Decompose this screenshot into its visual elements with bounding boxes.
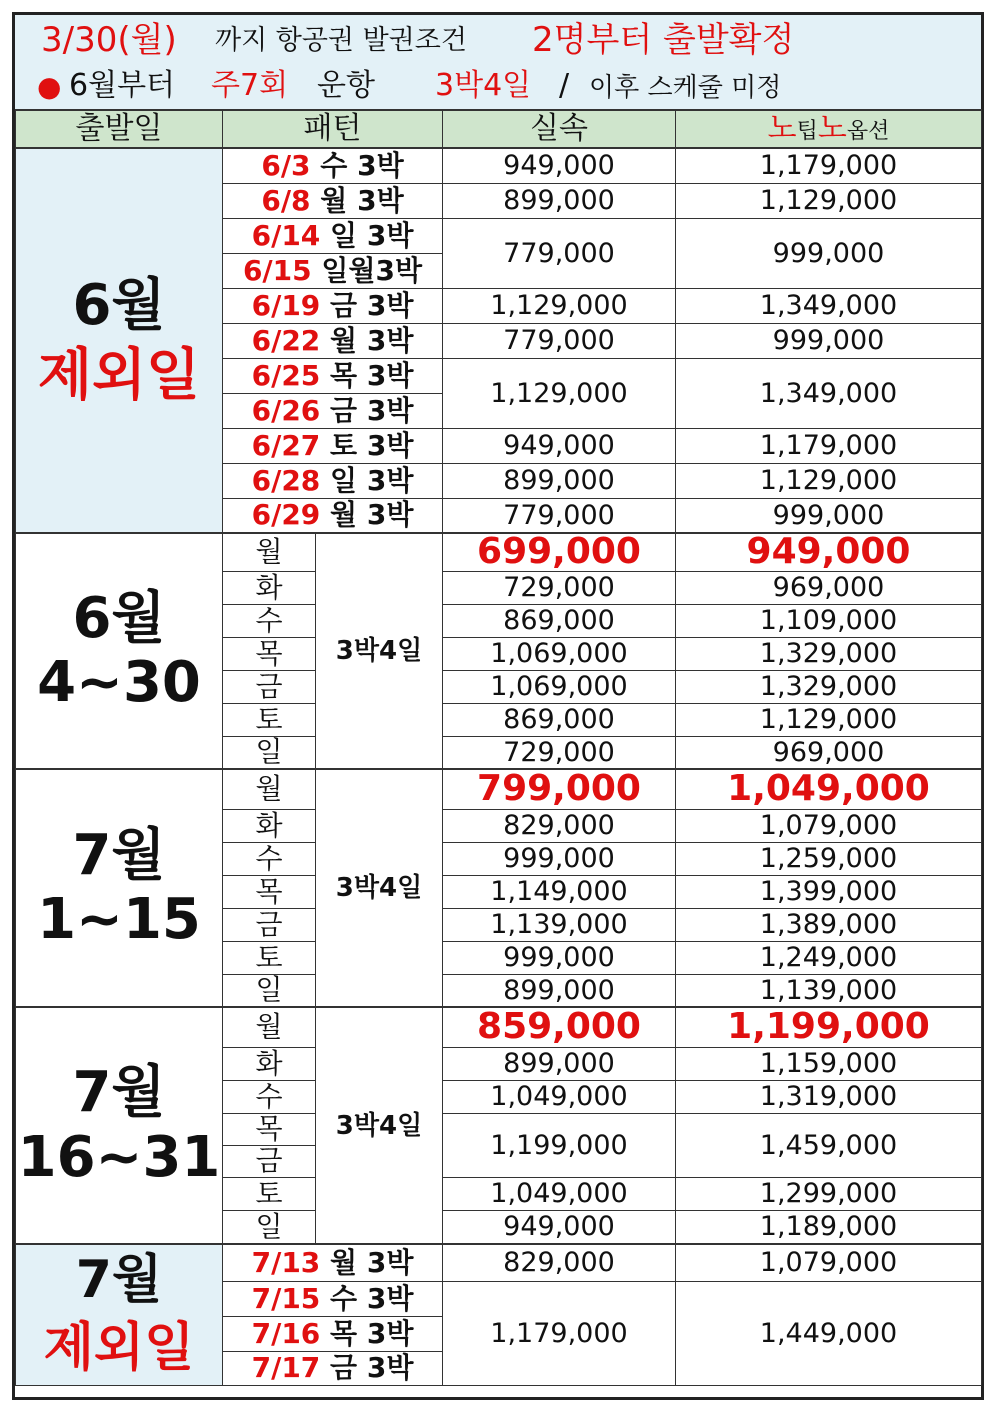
section-label-june-4-30 — [16, 533, 223, 769]
price-table — [15, 109, 982, 1386]
premium-price: 1,179,000 — [676, 148, 982, 183]
premium-price: 1,179,000 — [676, 428, 982, 463]
section-label-july-excluded — [16, 1244, 223, 1385]
deadline-date: 3/30(월) — [41, 20, 177, 60]
premium-price: 1,109,000 — [676, 604, 982, 637]
weekday-cell: 월 — [223, 1007, 316, 1047]
pattern-nights: 3박 — [366, 1281, 414, 1315]
net-price: 999,000 — [443, 941, 676, 974]
pattern-date: 6/8 — [261, 183, 311, 217]
weekday-cell: 목 — [223, 1113, 316, 1145]
premium-price: 1,329,000 — [676, 637, 982, 670]
pattern-day: 금 — [330, 393, 358, 427]
section-label-sub: 16~31 — [17, 1124, 221, 1190]
section-label-month: 7월 — [72, 822, 166, 888]
pattern-nights: 3박 — [366, 1316, 414, 1350]
premium-price: 1,389,000 — [676, 908, 982, 941]
pattern-date: 7/13 — [251, 1245, 321, 1279]
pattern-nights: 3박 — [366, 463, 414, 497]
pattern-date: 6/26 — [251, 393, 321, 427]
pattern-cell — [223, 148, 443, 183]
weekday-cell: 금 — [223, 1145, 316, 1177]
col-premium-no: 노 — [817, 111, 847, 146]
net-price: 869,000 — [443, 604, 676, 637]
pattern-nights: 3박 — [366, 498, 414, 532]
premium-price: 1,079,000 — [676, 1244, 982, 1281]
col-premium-option: 옵션 — [846, 119, 890, 144]
premium-price-lowest: 949,000 — [676, 533, 982, 571]
net-price: 1,199,000 — [443, 1113, 676, 1177]
net-price: 1,069,000 — [443, 637, 676, 670]
premium-price: 1,399,000 — [676, 875, 982, 908]
pattern-cell — [223, 393, 443, 428]
net-price: 779,000 — [443, 498, 676, 533]
line2-nights: 3박4일 — [435, 68, 532, 103]
net-price: 1,069,000 — [443, 670, 676, 703]
net-price: 1,179,000 — [443, 1281, 676, 1385]
net-price: 899,000 — [443, 183, 676, 218]
section-label-july-16-31 — [16, 1007, 223, 1244]
pattern-date: 6/29 — [251, 498, 321, 532]
weekday-cell: 목 — [223, 875, 316, 908]
premium-price: 969,000 — [676, 736, 982, 769]
premium-price: 1,159,000 — [676, 1047, 982, 1080]
line2-operation: 운항 — [317, 68, 375, 103]
premium-price-lowest: 1,049,000 — [676, 769, 982, 809]
pattern-cell — [223, 1244, 443, 1281]
section-label-sub: 제외일 — [43, 1317, 195, 1378]
net-price-lowest: 699,000 — [443, 533, 676, 571]
col-pattern: 패턴 — [223, 110, 443, 148]
net-price: 1,049,000 — [443, 1177, 676, 1210]
pattern-nights: 3박 — [357, 183, 404, 217]
net-price: 1,129,000 — [443, 358, 676, 428]
premium-price: 1,129,000 — [676, 183, 982, 218]
pattern-day: 월 — [330, 1245, 358, 1279]
premium-price: 1,299,000 — [676, 1177, 982, 1210]
section-label-july-1-15 — [16, 769, 223, 1007]
pattern-nights: 3박 — [366, 1245, 414, 1279]
pattern-date: 6/19 — [251, 288, 321, 322]
pattern-day: 금 — [330, 288, 358, 322]
pattern-date: 6/22 — [251, 323, 321, 357]
line2-schedule-tbd: 이후 스케줄 미정 — [589, 73, 782, 103]
premium-price: 1,349,000 — [676, 288, 982, 323]
pattern-nights: 3박 — [366, 358, 414, 392]
net-price: 949,000 — [443, 428, 676, 463]
pattern-day: 목 — [330, 1316, 358, 1350]
weekday-cell: 화 — [223, 809, 316, 842]
premium-price: 1,449,000 — [676, 1281, 982, 1385]
line2-weekly: 주7회 — [211, 68, 289, 103]
premium-price: 1,139,000 — [676, 974, 982, 1007]
premium-price: 1,259,000 — [676, 842, 982, 875]
pattern-cell — [223, 463, 443, 498]
pattern-date: 6/3 — [261, 148, 311, 182]
section-label-sub: 1~15 — [37, 887, 201, 952]
weekday-cell: 금 — [223, 908, 316, 941]
bullet-icon: ● — [37, 70, 62, 103]
section-label-month: 6월 — [72, 272, 166, 338]
section-label-sub: 제외일 — [37, 342, 201, 408]
net-price: 949,000 — [443, 1210, 676, 1244]
pattern-day: 월 — [330, 323, 358, 357]
net-price: 869,000 — [443, 703, 676, 736]
pattern-day: 수 — [330, 1281, 358, 1315]
pattern-day: 일 — [330, 463, 358, 497]
col-net: 실속 — [443, 110, 676, 148]
premium-price: 1,189,000 — [676, 1210, 982, 1244]
weekday-cell: 일 — [223, 1210, 316, 1244]
net-price: 829,000 — [443, 1244, 676, 1281]
section-label-june-excluded — [16, 148, 223, 533]
weekday-cell: 일 — [223, 974, 316, 1007]
pattern-date: 7/15 — [251, 1281, 321, 1315]
pattern-day: 월 — [320, 183, 348, 217]
col-departure: 출발일 — [16, 110, 223, 148]
line2-from-june: 6월부터 — [69, 68, 176, 103]
premium-price: 1,249,000 — [676, 941, 982, 974]
pattern-nights-days: 3박4일 — [316, 1007, 443, 1244]
table-row — [16, 769, 982, 809]
schedule-banner — [15, 65, 981, 109]
net-price: 779,000 — [443, 218, 676, 288]
line2-slash: / — [559, 68, 570, 103]
weekday-cell: 월 — [223, 533, 316, 571]
section-label-month: 7월 — [75, 1250, 163, 1311]
pattern-cell — [223, 428, 443, 463]
net-price: 1,049,000 — [443, 1080, 676, 1113]
column-header-row — [16, 110, 982, 148]
departure-confirm: 2명부터 출발확정 — [532, 20, 795, 60]
premium-price: 999,000 — [676, 323, 982, 358]
pattern-day: 수 — [320, 148, 348, 182]
net-price: 899,000 — [443, 1047, 676, 1080]
pattern-date: 6/14 — [251, 218, 321, 252]
pattern-nights: 3박 — [357, 148, 404, 182]
weekday-cell: 토 — [223, 1177, 316, 1210]
pattern-nights-days: 3박4일 — [316, 533, 443, 769]
net-price: 999,000 — [443, 842, 676, 875]
pattern-nights: 3박 — [366, 428, 414, 462]
premium-price: 999,000 — [676, 218, 982, 288]
col-premium-tip: 팁 — [796, 119, 818, 144]
pattern-day: 금 — [330, 1351, 358, 1384]
weekday-cell: 수 — [223, 604, 316, 637]
pattern-day: 일 — [330, 218, 358, 252]
weekday-cell: 금 — [223, 670, 316, 703]
pattern-date: 7/17 — [251, 1351, 321, 1384]
net-price: 729,000 — [443, 571, 676, 604]
pattern-cell — [223, 218, 443, 253]
weekday-cell: 수 — [223, 842, 316, 875]
net-price: 779,000 — [443, 323, 676, 358]
section-label-month: 6월 — [72, 585, 166, 651]
pattern-cell — [223, 1281, 443, 1316]
weekday-cell: 화 — [223, 571, 316, 604]
premium-price: 1,349,000 — [676, 358, 982, 428]
pattern-cell — [223, 253, 443, 288]
pattern-nights: 3박 — [366, 218, 414, 252]
title-banner — [15, 15, 981, 65]
net-price-lowest: 799,000 — [443, 769, 676, 809]
pattern-cell — [223, 288, 443, 323]
col-premium-no: 노 — [767, 111, 797, 146]
table-row — [16, 1007, 982, 1047]
net-price: 899,000 — [443, 463, 676, 498]
pattern-date: 6/27 — [251, 428, 321, 462]
pattern-nights: 3박 — [366, 288, 414, 322]
premium-price: 1,129,000 — [676, 703, 982, 736]
section-label-month: 7월 — [72, 1060, 166, 1126]
weekday-cell: 수 — [223, 1080, 316, 1113]
net-price: 899,000 — [443, 974, 676, 1007]
premium-price: 1,459,000 — [676, 1113, 982, 1177]
table-row — [16, 533, 982, 571]
pattern-nights: 3박 — [366, 1351, 414, 1384]
pattern-nights: 3박 — [366, 323, 414, 357]
weekday-cell: 토 — [223, 941, 316, 974]
net-price: 1,129,000 — [443, 288, 676, 323]
weekday-cell: 일 — [223, 736, 316, 769]
premium-price: 969,000 — [676, 571, 982, 604]
pattern-cell — [223, 183, 443, 218]
pattern-day: 일월3박 — [321, 253, 423, 287]
weekday-cell: 목 — [223, 637, 316, 670]
col-premium — [676, 110, 982, 148]
table-row — [16, 148, 982, 183]
table-row — [16, 1244, 982, 1281]
premium-price: 1,129,000 — [676, 463, 982, 498]
net-price: 1,139,000 — [443, 908, 676, 941]
deadline-text: 까지 항공권 발권조건 — [215, 25, 467, 56]
pattern-date: 6/25 — [251, 358, 321, 392]
pattern-cell — [223, 1316, 443, 1351]
net-price: 949,000 — [443, 148, 676, 183]
pattern-nights-days: 3박4일 — [316, 769, 443, 1007]
weekday-cell: 토 — [223, 703, 316, 736]
premium-price: 1,319,000 — [676, 1080, 982, 1113]
net-price: 1,149,000 — [443, 875, 676, 908]
pattern-cell — [223, 1351, 443, 1385]
pattern-cell — [223, 498, 443, 533]
premium-price: 1,329,000 — [676, 670, 982, 703]
premium-price: 1,079,000 — [676, 809, 982, 842]
weekday-cell: 화 — [223, 1047, 316, 1080]
pattern-cell — [223, 358, 443, 393]
pattern-day: 월 — [330, 498, 358, 532]
premium-price: 999,000 — [676, 498, 982, 533]
pattern-date: 6/15 — [242, 253, 312, 287]
pattern-day: 목 — [330, 358, 358, 392]
pattern-cell — [223, 323, 443, 358]
pattern-day: 토 — [330, 428, 358, 462]
pattern-nights: 3박 — [366, 393, 414, 427]
pattern-date: 6/28 — [251, 463, 321, 497]
net-price: 729,000 — [443, 736, 676, 769]
net-price-lowest: 859,000 — [443, 1007, 676, 1047]
weekday-cell: 월 — [223, 769, 316, 809]
premium-price-lowest: 1,199,000 — [676, 1007, 982, 1047]
net-price: 829,000 — [443, 809, 676, 842]
pattern-date: 7/16 — [251, 1316, 321, 1350]
section-label-sub: 4~30 — [37, 650, 201, 715]
